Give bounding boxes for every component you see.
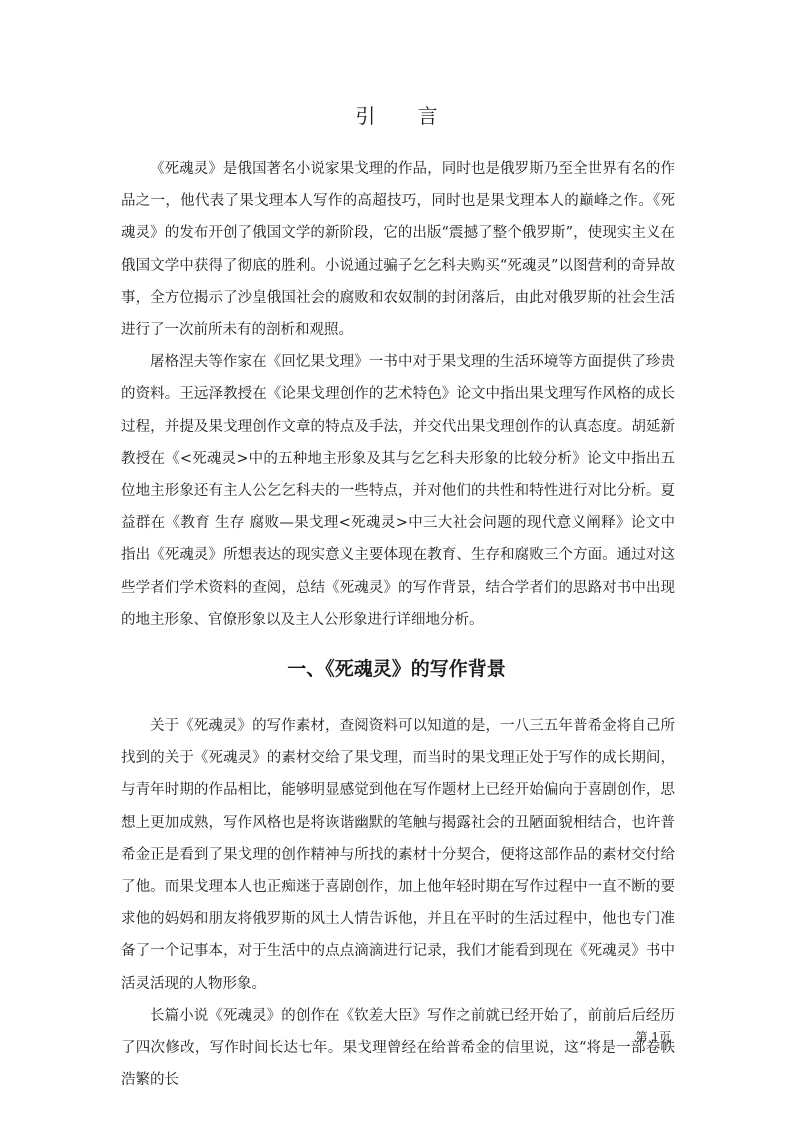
- page-number: 第 1页: [635, 1030, 671, 1044]
- intro-title: 引 言: [355, 104, 456, 128]
- intro-paragraph-1: 《死魂灵》是俄国著名小说家果戈理的作品，同时也是俄罗斯乃至全世界有名的作品之一，他代表了果戈理本人写作的高超技巧，同时也是果戈理本人的巅峰之作。《死魂灵》的发布开创了俄国文学的新阶段，它的出版“震撼了整个俄罗斯”，使现实主义在俄国文学中获得了彻底的胜利。小说通过骗子乞乞科夫购买“死魂灵”以图营利的奇异故事，全方位揭示了沙皇俄国社会的腐败和农奴制的封闭落后，由此对俄罗斯的社会生活进行了一次前所未有的剖析和观照。: [121, 161, 675, 339]
- intro-paragraph-2: 屠格涅夫等作家在《回忆果戈理》一书中对于果戈理的生活环境等方面提供了珍贵的资料。王远泽教授在《论果戈理创作的艺术特色》论文中指出果戈理写作风格的成长过程，并提及果戈理创作文章的特点及手法，并交代出果戈理创作的认真态度。胡延新教授在《<死魂灵>中的五种地主形象及其与乞乞科夫形象的比较分析》论文中指出五位地主形象还有主人公乞乞科夫的一些特点，并对他们的共性和特性进行对比分析。夏益群在《教育 生存 腐败—果戈理<死魂灵>中三大社会问题的现代意义阐释》论文中指出《死魂灵》所想表达的现实意义主要体现在教育、生存和腐败三个方面。通过对这些学者们学术资料的查阅，总结《死魂灵》的写作背景，结合学者们的思路对书中出现的地主形象、官僚形象以及主人公形象进行详细地分析。: [121, 354, 675, 628]
- section-heading: 一、《死魂灵》的写作背景: [287, 658, 506, 680]
- intro-body: [121, 153, 675, 636]
- section-paragraph-1: 关于《死魂灵》的写作素材，查阅资料可以知道的是，一八三五年普希金将自己所找到的关于《死魂灵》的素材交给了果戈理，而当时的果戈理正处于写作的成长期间，与青年时期的作品相比，能够明显感觉到他在写作题材上已经开始偏向于喜剧创作，思想上更加成熟，写作风格也是将诙谐幽默的笔触与揭露社会的丑陋面貌相结合，也许普希金正是看到了果戈理的创作精神与所找的素材十分契合，便将这部作品的素材交付给了他。而果戈理本人也正痴迷于喜剧创作，加上他年轻时期在写作过程中一直不断的要求他的妈妈和朋友将俄罗斯的风土人情告诉他，并且在平时的生活过程中，他也专门准备了一个记事本，对于生活中的点点滴滴进行记录，我们才能看到现在《死魂灵》书中活灵活现的人物形象。: [121, 718, 675, 992]
- section-paragraph-2: 长篇小说《死魂灵》的创作在《钦差大臣》写作之前就已经开始了，前前后后经历了四次修改，写作时间长达七年。果戈理曾经在给普希金的信里说，这“将是一部卷帙浩繁的长: [121, 1007, 675, 1089]
- section-body: [121, 710, 675, 1096]
